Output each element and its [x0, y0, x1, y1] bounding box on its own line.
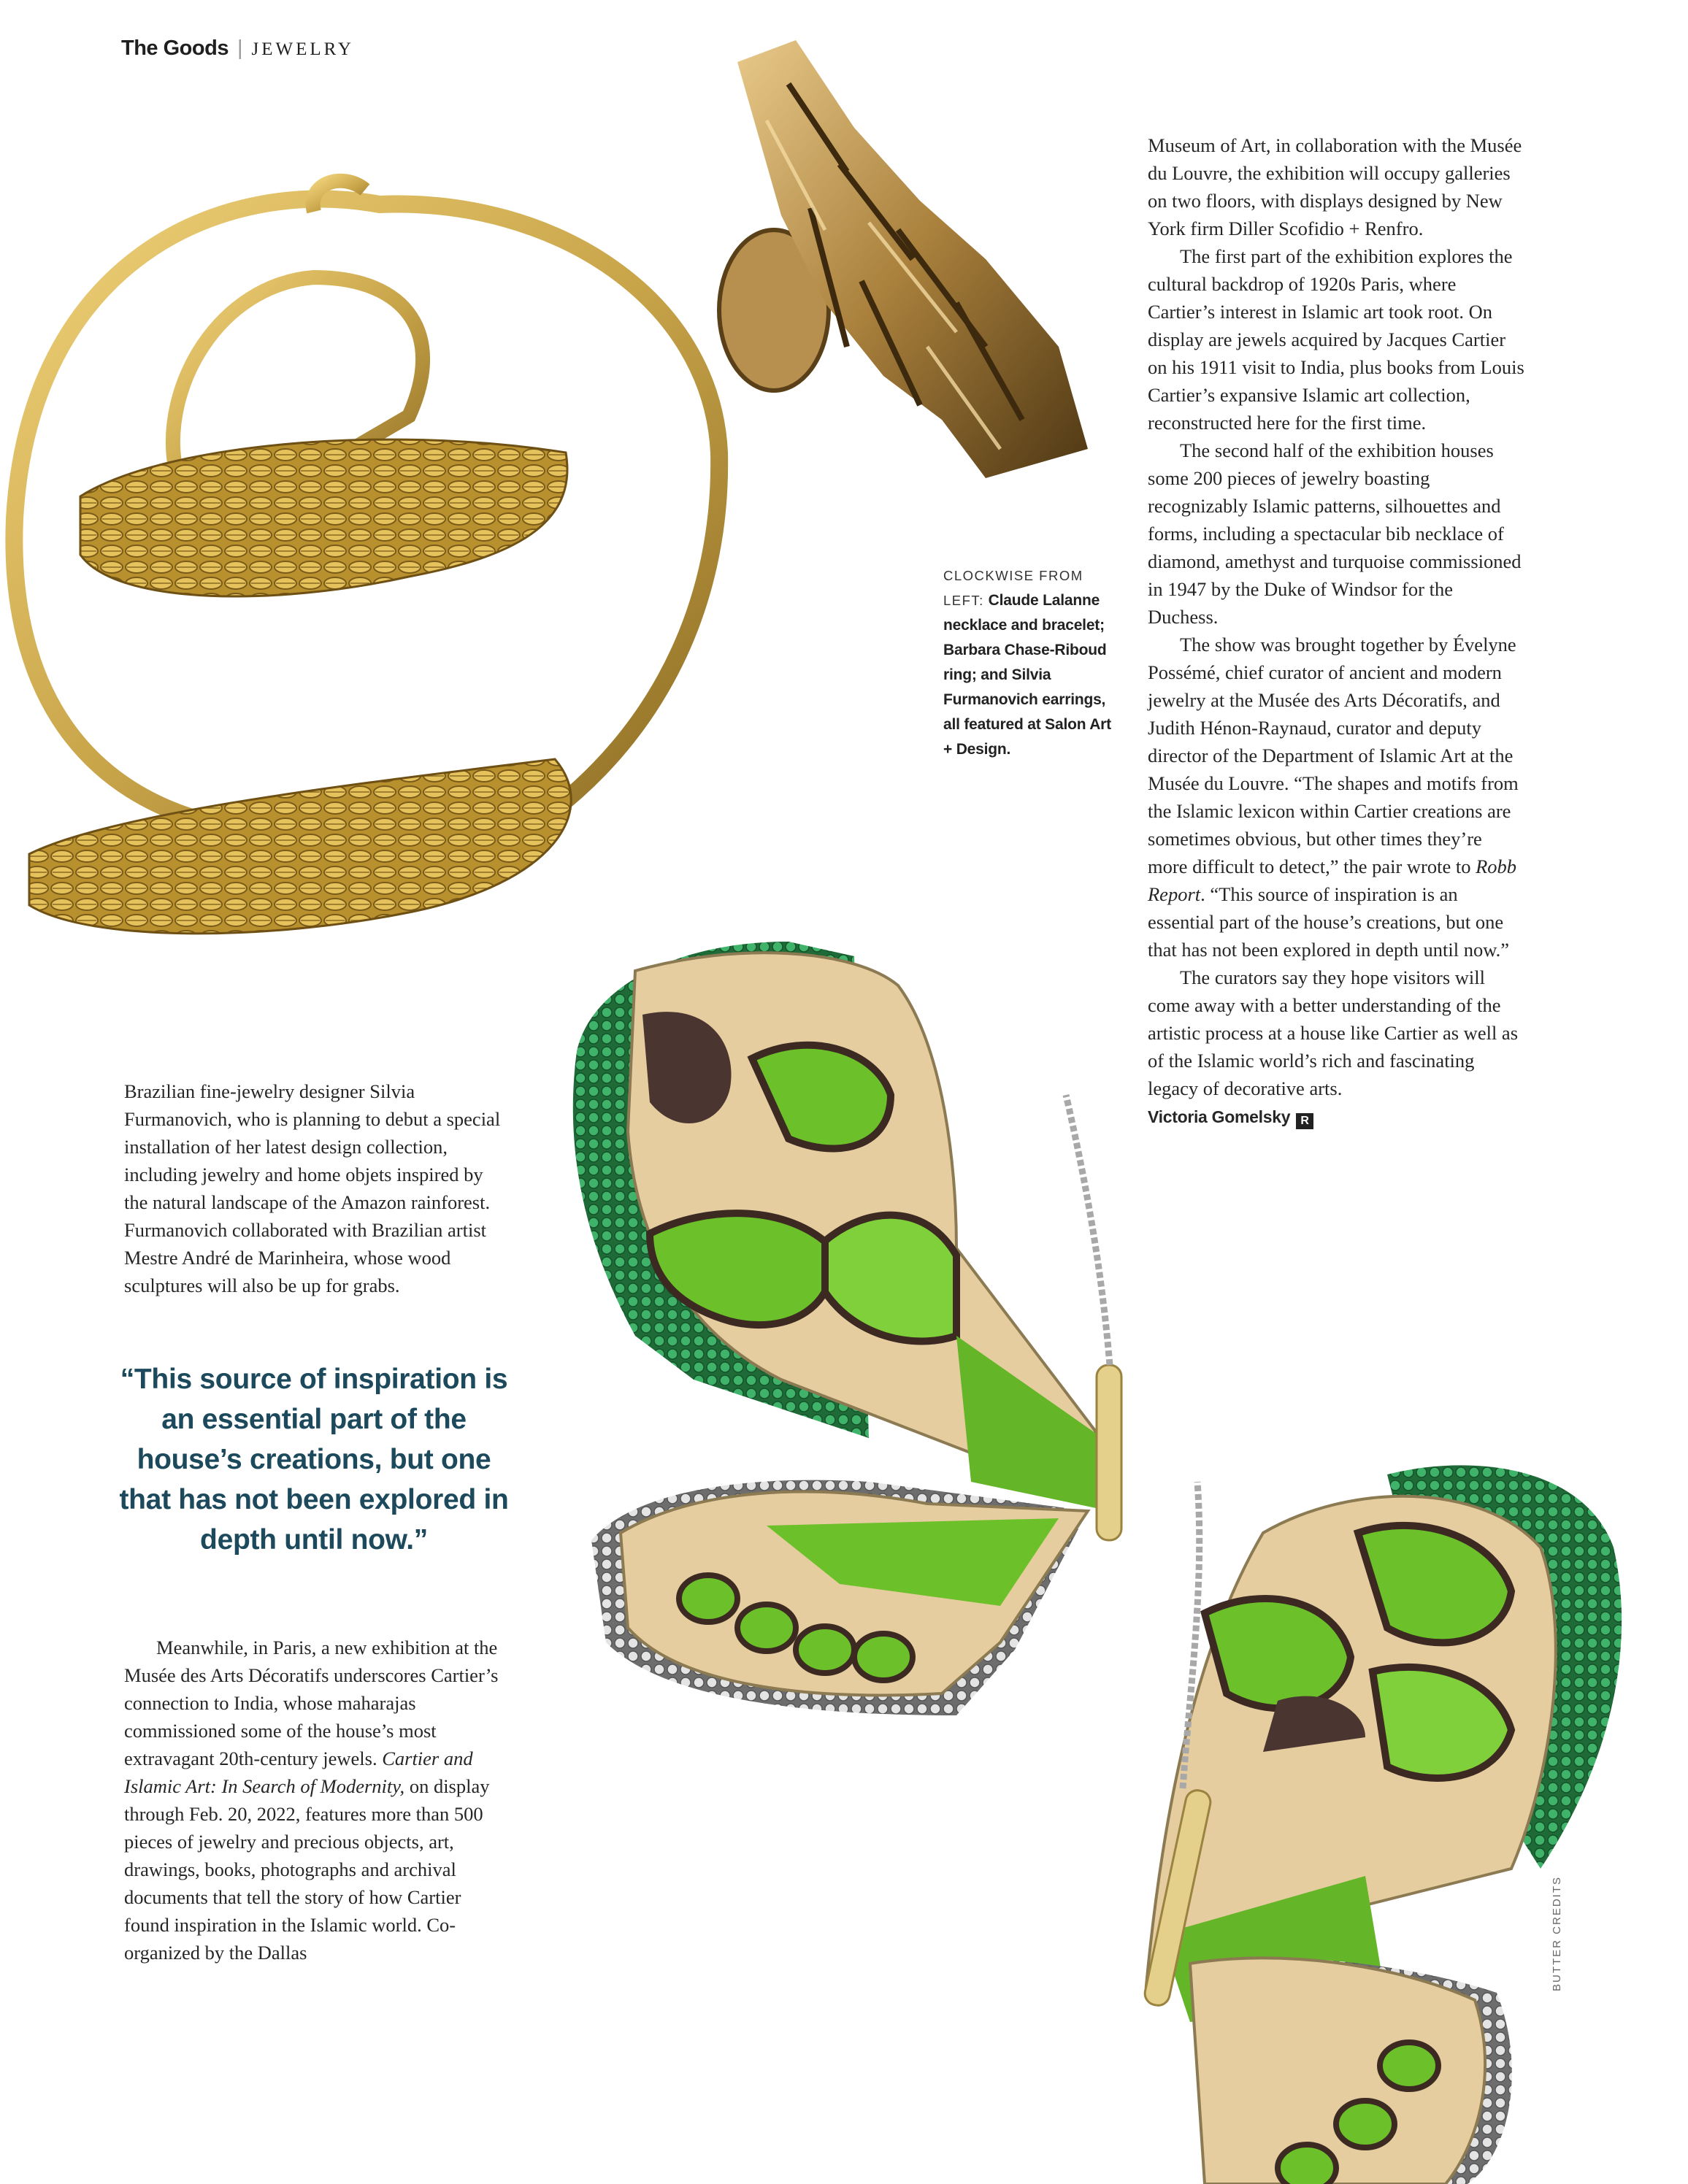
caption-body: Claude Lalanne necklace and bracelet; Barbara Chase-Riboud ring; and Silvia Furmanovich earrings, all featured at Salon Art + Design. [943, 592, 1111, 758]
byline-line [1148, 1102, 1526, 1131]
left-column-bottom [124, 1634, 510, 1966]
magazine-name: Robb Report [1148, 855, 1517, 905]
pull-quote: “This source of inspiration is an essential part of the house’s creations, but one that has not been explored in depth until now.” [119, 1364, 509, 1556]
left-column-top [124, 1077, 510, 1299]
section-name: The Goods [121, 36, 229, 60]
header-divider: | [237, 36, 243, 60]
author-byline: Victoria Gomelsky [1148, 1107, 1291, 1126]
photo-credits-text: BUTTER CREDITS [1551, 1875, 1563, 1991]
photo-credits [1546, 1875, 1567, 1991]
caption-lead: CLOCKWISE FROM LEFT: [943, 568, 1083, 608]
photo-ring [679, 40, 1117, 507]
paragraph: Brazilian fine-jewelry designer Silvia Furmanovich, who is planning to debut a special installation of her latest design collection, including jewelry and home objets inspired by the natural landscape of the Amazon rainforest. Furmanovich collaborated with Brazilian artist Mestre André de Marinheira, whose wood sculptures will also be up for grabs. [124, 1080, 501, 1296]
running-head [121, 36, 354, 61]
subsection-name: JEWELRY [251, 39, 354, 59]
paragraph: Museum of Art, in collaboration with the Musée du Louvre, the exhibition will occupy galleries on two floors, with displays designed by New York firm Diller Scofidio + Renfro. [1148, 134, 1522, 239]
photo-necklace-bracelet [0, 109, 737, 985]
paragraph: The second half of the exhibition houses some 200 pieces of jewelry boasting recognizably Islamic patterns, silhouettes and forms, including a spectacular bib necklace of diamond, amethyst and turquoise commissioned in 1947 by the Duke of Windsor for the Duchess. [1148, 439, 1522, 628]
exhibition-title: Cartier and Islamic Art: In Search of Modernity, [124, 1747, 473, 1797]
right-column [1148, 131, 1526, 1131]
paragraph: Meanwhile, in Paris, a new exhibition at the Musée des Arts Décoratifs underscores Cartier’s connection to India, whose maharajas commissioned some of the house’s most extravagant 20th-century jewels. Cartier and Islamic Art: In Search of Modernity, on display through Feb. 20, 2022, features more than 500 pieces of jewelry and precious objects, art, drawings, books, photographs and archival documents that tell the story of how Cartier found inspiration in the Islamic world. Co-organized by the Dallas [124, 1637, 499, 1964]
butterfly-lower [1143, 1465, 1622, 2184]
paragraph: The curators say they hope visitors will come away with a better understanding of the artistic process at a house like Cartier as well as of the Islamic world’s rich and fascinating legacy of decorative arts. [1148, 966, 1519, 1099]
end-mark-icon: R [1296, 1113, 1313, 1129]
paragraph: The show was brought together by Évelyne Possémé, chief curator of ancient and modern jewelry at the Musée des Arts Décoratifs, and Judith Hénon-Raynaud, curator and deputy director of the Department of Islamic Art at the Musée du Louvre. “The shapes and motifs from the Islamic lexicon within Cartier creations are sometimes obvious, but other times they’re more difficult to detect,” the pair wrote to Robb Report. “This source of inspiration is an essential part of the house’s creations, but one that has not been explored in depth until now.” [1148, 634, 1519, 961]
paragraph: The first part of the exhibition explores the cultural backdrop of 1920s Paris, where Cartier’s interest in Islamic art took root. On display are jewels acquired by Jacques Cartier on his 1911 visit to India, plus books from Louis Cartier’s expansive Islamic art collection, reconstructed here for the first time. [1148, 245, 1524, 434]
photo-caption [943, 564, 1111, 762]
butterfly-upper [573, 942, 1121, 1715]
